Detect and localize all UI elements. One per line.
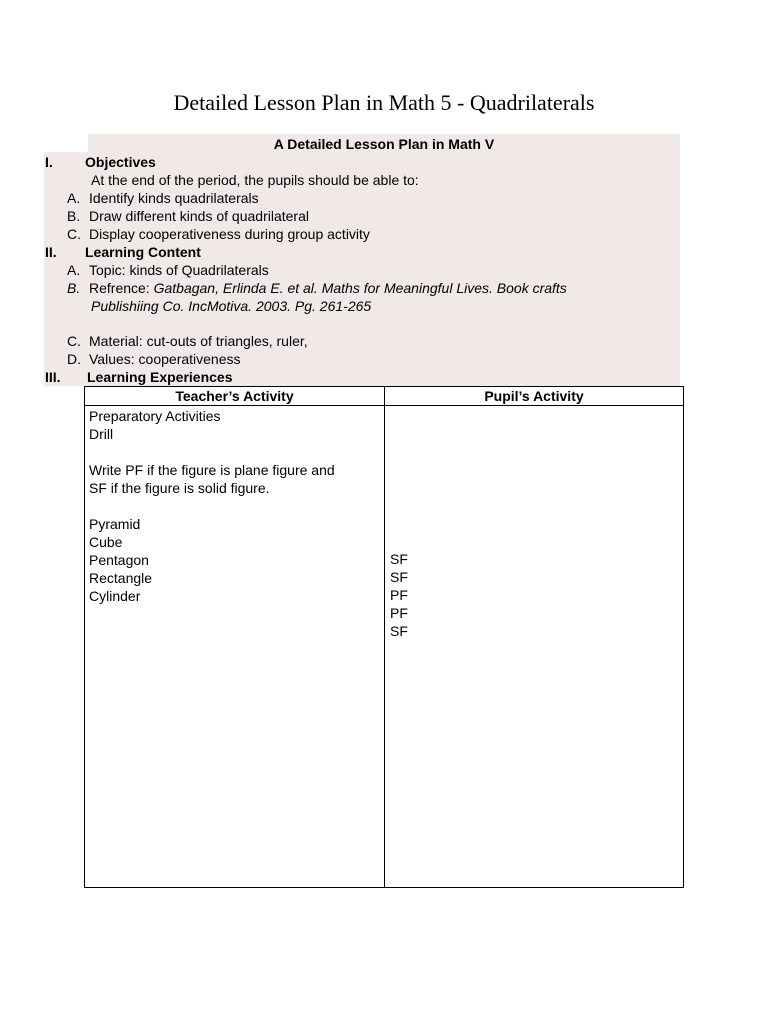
- pupil-answer: PF: [390, 605, 408, 621]
- section-numeral-objectives: I.: [45, 154, 53, 170]
- plan-title: A Detailed Lesson Plan in Math V: [273, 136, 495, 152]
- pupil-answer: SF: [390, 623, 408, 639]
- teacher-activity-line: Pentagon: [89, 552, 149, 568]
- teacher-activity-line: Drill: [89, 426, 114, 442]
- reference-prefix: Refrence:: [89, 280, 154, 296]
- teacher-activity-line: Pyramid: [89, 516, 141, 532]
- teacher-activity-line: Preparatory Activities: [89, 408, 221, 424]
- shade-block-left: [44, 152, 88, 386]
- document-title: Detailed Lesson Plan in Math 5 - Quadrilaterals: [173, 90, 595, 115]
- teacher-activity-line: SF if the figure is solid figure.: [89, 480, 270, 496]
- reference-citation-line2: Publishiing Co. IncMotiva. 2003. Pg. 261-265: [91, 298, 372, 314]
- content-material: Material: cut-outs of triangles, ruler,: [89, 333, 308, 349]
- pupil-answer: SF: [390, 569, 408, 585]
- objectives-intro: At the end of the period, the pupils should be able to:: [91, 172, 419, 188]
- reference-citation-line1: Gatbagan, Erlinda E. et al. Maths for Meaningful Lives. Book crafts: [153, 280, 567, 296]
- content-reference: [89, 279, 567, 297]
- table-header-divider: [85, 405, 683, 406]
- content-letter: B.: [67, 280, 81, 296]
- section-label-objectives: Objectives: [85, 154, 156, 170]
- objective-letter: B.: [67, 208, 81, 224]
- objective-text: Identify kinds quadrilaterals: [89, 190, 259, 206]
- teacher-activity-line: Cube: [89, 534, 123, 550]
- section-numeral-content: II.: [45, 244, 57, 260]
- content-letter: D.: [67, 351, 81, 367]
- table-column-divider: [384, 387, 385, 887]
- objective-text: Display cooperativeness during group activity: [89, 226, 370, 242]
- table-header-pupil: Pupil’s Activity: [484, 388, 584, 404]
- objective-text: Draw different kinds of quadrilateral: [89, 208, 309, 224]
- table-header-teacher: Teacher’s Activity: [175, 388, 294, 404]
- objective-letter: A.: [67, 190, 81, 206]
- section-label-experiences: Learning Experiences: [87, 369, 233, 385]
- section-label-content: Learning Content: [85, 244, 201, 260]
- teacher-activity-line: Write PF if the figure is plane figure and: [89, 462, 335, 478]
- objective-letter: C.: [67, 226, 81, 242]
- teacher-activity-line: Rectangle: [89, 570, 153, 586]
- teacher-activity-line: Cylinder: [89, 588, 141, 604]
- pupil-answer: PF: [390, 587, 408, 603]
- pupil-answer: SF: [390, 551, 408, 567]
- content-letter: A.: [67, 262, 81, 278]
- content-letter: C.: [67, 333, 81, 349]
- activity-table: [84, 386, 684, 888]
- content-topic: Topic: kinds of Quadrilaterals: [89, 262, 269, 278]
- content-values: Values: cooperativeness: [89, 351, 241, 367]
- section-numeral-experiences: III.: [45, 369, 61, 385]
